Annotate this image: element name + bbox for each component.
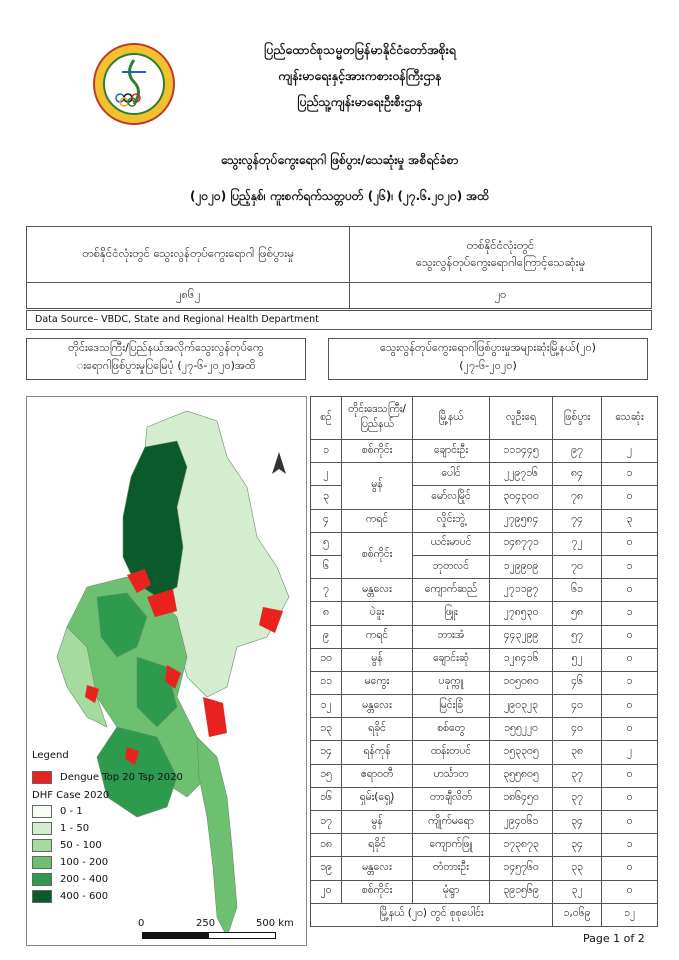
dengue-hotspot [203, 697, 227, 737]
scale-end: 500 km [256, 918, 294, 929]
legend-item [32, 837, 183, 854]
table-row [311, 648, 658, 671]
table-cell: ၄၆ [553, 671, 602, 694]
table-cell: ချောင်းဆုံ [413, 648, 490, 671]
table-cell: စစ်ကိုင်း [342, 440, 413, 463]
table-cell: ၆၁ [553, 579, 602, 602]
table-cell: မန္တလေး [342, 857, 413, 880]
table-cell: ၅၈ [553, 602, 602, 625]
table-cell: ၃၉၁၅၆၉ [490, 880, 553, 903]
legend-label: 100 - 200 [60, 857, 109, 868]
total-cases: ၁,၀၆၉ [553, 903, 602, 926]
table-cell: ၀ [602, 811, 658, 834]
table-cell: ၃၃ [553, 857, 602, 880]
legend-label: 200 - 400 [60, 874, 109, 885]
table-cell: ၁၁ [311, 671, 342, 694]
north-arrow-icon [272, 452, 286, 474]
table-cell: ၃ [311, 486, 342, 509]
table-cell: ၃၇ [553, 787, 602, 810]
table-cell: ၁၅၅၂၂၀ [490, 718, 553, 741]
table-cell: ၁၉ [311, 857, 342, 880]
table-cell: ၁၄၅၇၆၀ [490, 857, 553, 880]
table-cell: ရန်ကုန် [342, 741, 413, 764]
table-cell: ၀ [602, 718, 658, 741]
table-cell: ၁၁၁၄၄၅ [490, 440, 553, 463]
table-cell: ၁၂ [311, 695, 342, 718]
table-cell: မွန် [342, 648, 413, 671]
table-cell: ၀ [602, 648, 658, 671]
table-cell: ၆ [311, 555, 342, 578]
report-subtitle: (၂၀၂၀) ပြည့်နှစ်၊ ကူးစက်ရက်သတ္တပတ် (၂၆)၊ (၂၇.၆.၂၀၂၀) အထိ [189, 189, 490, 203]
col-no: စဉ် [311, 397, 342, 440]
table-cell: ၇ [311, 579, 342, 602]
table-cell: မွန် [342, 463, 413, 509]
table-cell: ယင်းမာပင် [413, 532, 490, 555]
table-cell: ၁ [602, 463, 658, 486]
table-cell: ၃၂ [553, 880, 602, 903]
table-cell: ၅၇ [553, 625, 602, 648]
table-row [311, 463, 658, 486]
table-cell: ၂၇၉၅၈၄ [490, 509, 553, 532]
table-cell: ၀ [602, 486, 658, 509]
table-cell: ၁၇၃၈၇၃ [490, 834, 553, 857]
table-cell: ၁၄ [311, 741, 342, 764]
table-row [311, 695, 658, 718]
table-cell: ၂၂၉၇၁၆ [490, 463, 553, 486]
table-cell: ဘားအံ [413, 625, 490, 648]
table-cell: ၁၇ [311, 811, 342, 834]
scale-zero: 0 [138, 918, 145, 929]
table-cell: ၂၇၁၁၉၇ [490, 579, 553, 602]
table-cell: ချောင်းဦး [413, 440, 490, 463]
table-cell: ၃၄ [553, 811, 602, 834]
table-total-row [311, 903, 658, 926]
table-cell: ၁၂၈၄၁၆ [490, 648, 553, 671]
legend-label: 50 - 100 [60, 840, 102, 851]
table-cell: ၂၀ [311, 880, 342, 903]
legend-item [32, 871, 183, 888]
legend-title: Legend [32, 750, 69, 761]
table-cell: စစ်ကိုင်း [342, 532, 413, 578]
table-body [311, 440, 658, 904]
table-cell: ၉၇ [553, 440, 602, 463]
table-row [311, 625, 658, 648]
table-cell: လှိုင်းဘွဲ့ [413, 509, 490, 532]
table-cell: ၀ [602, 880, 658, 903]
table-cell: ၉ [311, 625, 342, 648]
legend-dengue-row [32, 769, 183, 786]
table-cell: မန္တလေး [342, 695, 413, 718]
table-cell: ၇၈ [553, 486, 602, 509]
table-cell: ၄၀ [553, 718, 602, 741]
map-title-line2: းရောဂါဖြစ်ပွားမှုပြမြေပုံ (၂၇-၆-၂၀၂၀)အထိ [76, 359, 256, 372]
table-header-row [311, 397, 658, 440]
top20-table [310, 396, 658, 927]
table-cell: တံတားဦး [413, 857, 490, 880]
table-cell: ဘုတလင် [413, 555, 490, 578]
table-cell: ၂၉၀၃၂၃ [490, 695, 553, 718]
map-legend [32, 750, 183, 905]
table-cell: ၃ [602, 509, 658, 532]
table-cell: ၁၀၅၀၈၀ [490, 671, 553, 694]
map-title-line1: တိုင်းဒေသကြီး/ပြည်နယ်အလိုက်သွေးလွန်တုပ်ကွေ [68, 341, 264, 354]
table-cell: ရခိုင် [342, 718, 413, 741]
map-title-box [26, 338, 306, 380]
scale-line [142, 932, 276, 939]
table-cell: ၂ [602, 440, 658, 463]
scale-mid: 250 [196, 918, 216, 929]
table-cell: ၃၅၅၈၀၅ [490, 764, 553, 787]
table-row [311, 440, 658, 463]
table-row [311, 509, 658, 532]
report-title: သွေးလွန်တုပ်ကွေးရောဂါ ဖြစ်ပွား/သေဆုံးမှု အစီရင်ခံစာ [220, 153, 459, 167]
table-cell: ၁ [602, 555, 658, 578]
table-cell: မန္တလေး [342, 579, 413, 602]
table-cell: ဧရာဝတီ [342, 764, 413, 787]
deaths-value: ၂၀ [350, 283, 652, 309]
table-cell: ၁ [311, 440, 342, 463]
table-cell: ၂၇၈၅၃၀ [490, 602, 553, 625]
cases-header: တစ်နိုင်ငံလုံးတွင် သွေးလွန်တုပ်ကွေးရောဂါ ဖြစ်ပွားမှု [27, 227, 350, 283]
table-cell: ၁၆ [311, 787, 342, 810]
table-cell: ၂၉၄၀၆၁ [490, 811, 553, 834]
table-title-line1: သွေးလွန်တုပ်ကွေးရောဂါဖြစ်ပွားမှုအများဆုံးမြို့နယ်(၂၀) [380, 341, 596, 354]
legend-swatch [32, 873, 52, 886]
table-cell: ဖြူး [413, 602, 490, 625]
legend-dhf-title: DHF Case 2020 [32, 790, 110, 801]
table-cell: ၁ [602, 671, 658, 694]
table-cell: ဟင်္သာတ [413, 764, 490, 787]
table-cell: ၃၀၄၃၀၀ [490, 486, 553, 509]
deaths-header [350, 227, 652, 283]
table-row [311, 579, 658, 602]
table-cell: ပေါင် [413, 463, 490, 486]
col-population: လူဦးရေ [490, 397, 553, 440]
table-cell: ကျောက်ဆည် [413, 579, 490, 602]
table-cell: ၀ [602, 532, 658, 555]
table-cell: ကရင် [342, 509, 413, 532]
legend-item [32, 820, 183, 837]
table-row [311, 787, 658, 810]
total-deaths: ၁၂ [602, 903, 658, 926]
table-row [311, 532, 658, 555]
table-cell: ၃၇ [553, 764, 602, 787]
header-ministry: ကျန်းမာရေးနှင့်အားကစားဝန်ကြီးဌာန [278, 68, 442, 83]
legend-label: 400 - 600 [60, 891, 109, 902]
table-cell: ၁၈ [311, 834, 342, 857]
table-cell: ၁၂၉၉၀၉ [490, 555, 553, 578]
table-cell: ၇၄ [553, 509, 602, 532]
scale-bar [138, 918, 298, 939]
data-source: Data Source– VBDC, State and Regional Health Department [26, 310, 652, 330]
header-government: ပြည်ထောင်စုသမ္မတမြန်မာနိုင်ငံတော်အစိုးရ [264, 42, 456, 57]
table-row [311, 811, 658, 834]
table-cell: ၅ [311, 532, 342, 555]
col-township: မြို့နယ် [413, 397, 490, 440]
table-cell: ၁၀ [311, 648, 342, 671]
table-cell: ၁၄၈၇၇၁ [490, 532, 553, 555]
legend-item [32, 854, 183, 871]
table-cell: ၁၅၃၃၀၅ [490, 741, 553, 764]
table-cell: ၄ [311, 509, 342, 532]
legend-swatch [32, 822, 52, 835]
table-cell: ၅၂ [553, 648, 602, 671]
table-cell: ၀ [602, 695, 658, 718]
table-cell: ၁၈၆၄၅၀ [490, 787, 553, 810]
table-cell: မြင်းခြံ [413, 695, 490, 718]
table-row [311, 857, 658, 880]
legend-item [32, 803, 183, 820]
table-cell: စစ်တွေ [413, 718, 490, 741]
deaths-header-line2: သွေးလွန်တုပ်ကွေးရောဂါကြောင့်သေဆုံးမှု [415, 254, 586, 269]
table-cell: ၁ [602, 834, 658, 857]
table-cell: မကွေး [342, 671, 413, 694]
table-title-line2: (၂၇-၆-၂၀၂၀) [459, 359, 517, 372]
table-cell: ကျိုက်မရော [413, 811, 490, 834]
table-cell: ၁ [602, 602, 658, 625]
table-row [311, 602, 658, 625]
cases-value: ၂၈၆၂ [27, 283, 350, 309]
legend-dengue-label: Dengue Top 20 Tsp 2020 [60, 772, 183, 783]
table-cell: ၀ [602, 579, 658, 602]
col-cases: ဖြစ်ပွား [553, 397, 602, 440]
table-cell: ၃၈ [553, 741, 602, 764]
table-row [311, 880, 658, 903]
table-cell: ကျောက်ဖြူ [413, 834, 490, 857]
table-cell: မော်လမြိုင် [413, 486, 490, 509]
table-row [311, 834, 658, 857]
table-cell: တာချီလိတ် [413, 787, 490, 810]
table-row [311, 718, 658, 741]
table-cell: ၂ [311, 463, 342, 486]
table-cell: ၀ [602, 787, 658, 810]
table-cell: ၁၃ [311, 718, 342, 741]
table-cell: ၇၀ [553, 555, 602, 578]
legend-swatch [32, 839, 52, 852]
table-row [311, 764, 658, 787]
table-cell: ၀ [602, 625, 658, 648]
page-number: Page 1 of 2 [583, 932, 645, 945]
table-cell: ၄၄၃၂၉၉ [490, 625, 553, 648]
table-cell: ၁၅ [311, 764, 342, 787]
table-cell: မွန် [342, 811, 413, 834]
col-region: တိုင်းဒေသကြီး/ ပြည်နယ် [342, 397, 413, 440]
summary-table [26, 226, 652, 309]
table-cell: ကရင် [342, 625, 413, 648]
table-title-box [328, 338, 648, 380]
legend-label: 0 - 1 [60, 806, 83, 817]
table-cell: ၇၂ [553, 532, 602, 555]
table-cell: ရခိုင် [342, 834, 413, 857]
total-label: မြို့နယ် (၂၀) တွင် စုစုပေါင်း [311, 903, 553, 926]
legend-dengue-swatch [32, 771, 52, 784]
table-cell: ၀ [602, 764, 658, 787]
table-cell: ၄၀ [553, 695, 602, 718]
header-department: ပြည်သူ့ကျန်းမာရေးဦးစီးဌာန [297, 94, 423, 109]
table-cell: ပခုက္ကူ [413, 671, 490, 694]
legend-swatch [32, 805, 52, 818]
col-deaths: သေဆုံး [602, 397, 658, 440]
table-row [311, 671, 658, 694]
legend-swatch [32, 890, 52, 903]
ministry-logo [92, 42, 176, 126]
table-cell: ၀ [602, 857, 658, 880]
legend-label: 1 - 50 [60, 823, 90, 834]
legend-item [32, 888, 183, 905]
table-cell: ၈ [311, 602, 342, 625]
table-cell: ပဲခူး [342, 602, 413, 625]
table-cell: ၃၄ [553, 834, 602, 857]
table-cell: မုံရွာ [413, 880, 490, 903]
table-cell: ထန်းတပင် [413, 741, 490, 764]
table-cell: ၂ [602, 741, 658, 764]
table-cell: ၈၄ [553, 463, 602, 486]
legend-swatch [32, 856, 52, 869]
table-row [311, 741, 658, 764]
deaths-header-line1: တစ်နိုင်ငံလုံးတွင် [466, 237, 535, 252]
table-cell: ရှမ်း(ရှေ့) [342, 787, 413, 810]
table-cell: စစ်ကိုင်း [342, 880, 413, 903]
